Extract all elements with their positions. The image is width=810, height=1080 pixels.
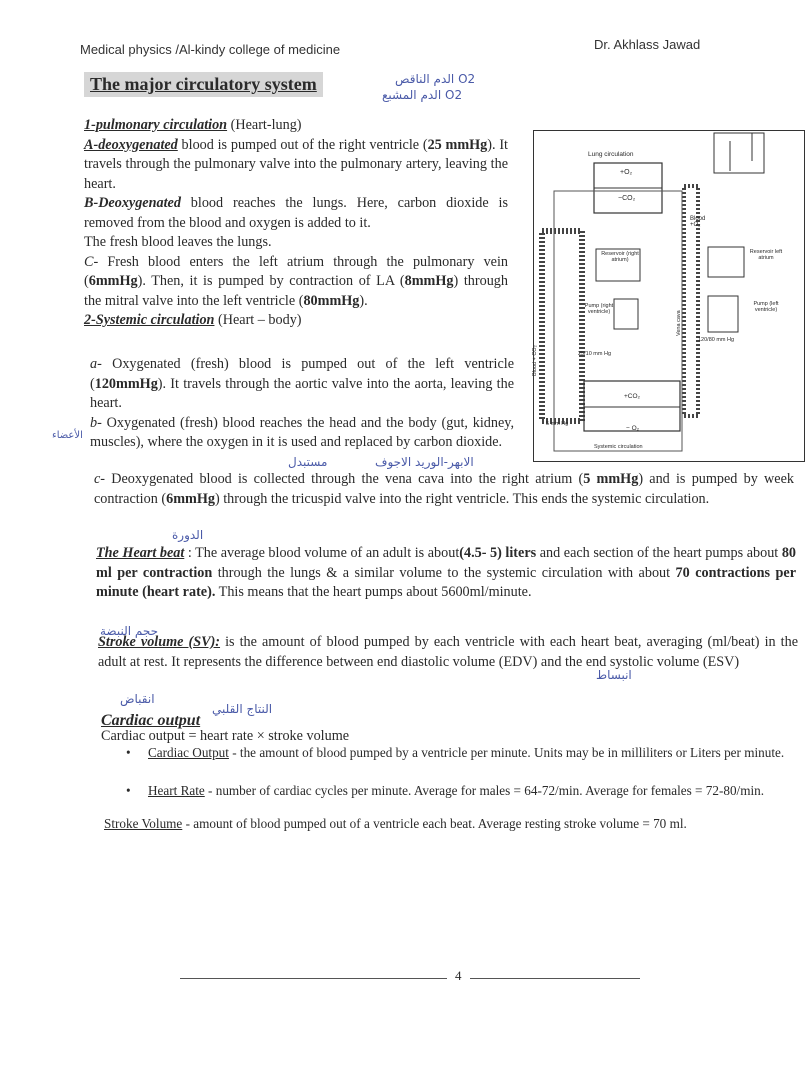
footer-divider bbox=[180, 978, 640, 979]
text: : The average blood volume of an adult is about bbox=[184, 545, 460, 561]
text: - the amount of blood pumped by a ventricle per minute. Units may be in milliliters or Liters per minute. bbox=[228, 745, 785, 760]
systemic-label: Systemic circulation bbox=[594, 444, 643, 450]
emphasis: 70 contractions per minute (heart rate). bbox=[96, 564, 796, 600]
pressure-value: 120mmHg bbox=[94, 375, 158, 392]
circulation-diagram bbox=[533, 130, 805, 462]
fresh-blood-line: The fresh blood leaves the lungs. bbox=[84, 234, 272, 250]
page-number: 4 bbox=[447, 968, 470, 984]
handwritten-note: مستبدل bbox=[288, 455, 328, 469]
text: blood reaches the lungs. Here, carbon dioxide is removed from the blood and oxygen is added to it. bbox=[84, 195, 508, 231]
vena-cava-label: Vena cava bbox=[676, 310, 682, 336]
blood-o2-label: Blood +O₂ bbox=[690, 216, 706, 228]
handwritten-note: الأعضاء bbox=[52, 430, 83, 441]
reservoir-right-label: Reservoir (right atrium) bbox=[601, 251, 639, 263]
text: and each section of the heart pumps about bbox=[536, 545, 782, 561]
text: - number of cardiac cycles per minute. Average for males = 64-72/min. Average for females = 72-80/min. bbox=[204, 783, 765, 798]
pulmonary-a-label: A-deoxygenated bbox=[84, 136, 178, 153]
handwritten-note: النتاج القلبي bbox=[212, 702, 273, 716]
pressure-value: 8mmHg bbox=[404, 273, 454, 289]
bullet-icon: • bbox=[126, 745, 131, 760]
systemic-c-paragraph bbox=[94, 470, 794, 509]
minus-co2-label: −CO₂ bbox=[618, 195, 636, 202]
text: is the amount of blood pumped by each ventricle with each heart beat, averaging (ml/beat) in the adult at rest. It represents the difference between end diastolic volume (EDV) and the end systolic volume (ESV) bbox=[98, 634, 798, 670]
systemic-heading-suffix: (Heart – body) bbox=[214, 312, 302, 328]
pressure-value: 25 mmHg bbox=[427, 136, 488, 153]
text: Oxygenated (fresh) blood reaches the head and the body (gut, kidney, muscles), where the oxygen in it is used and replaced by carbon dioxide. bbox=[90, 414, 514, 450]
plus-o2-label: +O₂ bbox=[620, 169, 633, 176]
cardiac-formula: Cardiac output = heart rate × stroke volume bbox=[101, 728, 350, 744]
text: ). It travels through the pulmonary valve into the pulmonary artery, leaving the heart. bbox=[84, 136, 508, 192]
bullet-icon: • bbox=[126, 783, 131, 798]
pressure-120-label: 120/80 mm Hg bbox=[698, 337, 735, 343]
pulmonary-heading: 1-pulmonary circulation bbox=[84, 117, 228, 133]
pulmonary-section bbox=[84, 116, 508, 331]
handwritten-note: انقباض bbox=[120, 692, 155, 706]
pulmonary-heading-suffix: (Heart-lung) bbox=[227, 117, 302, 133]
handwritten-note: الدم الناقص O2 bbox=[395, 72, 476, 86]
term: Cardiac Output bbox=[148, 745, 229, 760]
handwritten-note: حجم النبضة bbox=[100, 624, 159, 638]
pulmonary-c-label: C- bbox=[84, 253, 99, 270]
author-header: Dr. Akhlass Jawad bbox=[594, 37, 701, 52]
text: Deoxygenated blood is collected through the vena cava into the right atrium ( bbox=[105, 471, 584, 487]
stroke-volume-heading: Stroke volume (SV): bbox=[98, 634, 221, 650]
cardiac-output-heading: Cardiac output bbox=[101, 712, 201, 729]
systemic-section bbox=[90, 355, 514, 453]
blood-co2-label: Blood + CO₂ bbox=[532, 345, 538, 376]
term: Heart Rate bbox=[148, 783, 205, 798]
circulation-schematic bbox=[534, 131, 804, 461]
plus-co2-label: +CO₂ bbox=[624, 393, 641, 400]
text: ) through the tricuspid valve into the right ventricle. This ends the systemic circulation. bbox=[214, 490, 710, 507]
text: This means that the heart pumps about 5600ml/minute. bbox=[215, 584, 532, 600]
course-header: Medical physics /Al-kindy college of medicine bbox=[80, 42, 341, 57]
handwritten-note: الابهر-الوريد الاجوف bbox=[375, 455, 474, 469]
text: Fresh blood enters the left atrium through the pulmonary vein ( bbox=[84, 253, 508, 289]
pressure-value: 5 mmHg bbox=[583, 471, 639, 487]
systemic-b-label: b- bbox=[90, 414, 102, 431]
pump-left-label: Pump (left ventricle) bbox=[753, 301, 779, 313]
pulmonary-b-label: B-Deoxygenated bbox=[84, 195, 181, 211]
text: ) through the mitral valve into the left ventricle ( bbox=[84, 273, 508, 309]
pressure-25-label: 25/10 mm Hg bbox=[578, 351, 612, 357]
systemic-c-label: c- bbox=[94, 471, 106, 487]
text: ). It travels through the aortic valve into the aorta, leaving the heart. bbox=[90, 375, 514, 411]
stroke-volume-paragraph bbox=[98, 633, 798, 672]
pressure-5-label: 5 mm Hg bbox=[546, 421, 569, 427]
pressure-value: 80mmHg bbox=[303, 292, 360, 309]
systemic-heading: 2-Systemic circulation bbox=[84, 312, 215, 328]
text: ). bbox=[359, 292, 368, 309]
handwritten-note: انبساط bbox=[596, 668, 632, 682]
stroke-volume-definition bbox=[104, 815, 804, 833]
emphasis: (4.5- 5) liters bbox=[459, 545, 537, 561]
heartbeat-paragraph bbox=[96, 544, 796, 603]
term: Stroke Volume bbox=[104, 816, 183, 831]
text: ) and is pumped by week contraction ( bbox=[94, 471, 794, 507]
text: through the lungs & a similar volume to the systemic circulation with about bbox=[212, 564, 676, 581]
minus-o2-label: − O₂ bbox=[626, 425, 640, 432]
handwritten-note: الدورة bbox=[172, 528, 204, 542]
bullet-cardiac-output bbox=[126, 744, 800, 762]
heartbeat-heading: The Heart beat bbox=[96, 545, 185, 561]
handwritten-note: الدم المشبع O2 bbox=[382, 88, 463, 102]
pressure-value: 6mmHg bbox=[88, 273, 138, 289]
pressure-value: 6mmHg bbox=[166, 490, 215, 507]
reservoir-left-label: Reservoir left atrium bbox=[749, 249, 783, 261]
pump-right-label: Pump (right ventricle) bbox=[584, 303, 614, 315]
lung-label: Lung circulation bbox=[588, 151, 634, 158]
emphasis: 80 ml per contraction bbox=[96, 545, 796, 581]
systemic-a-label: a- bbox=[90, 356, 102, 372]
text: ). Then, it is pumped by contraction of LA ( bbox=[137, 273, 405, 289]
page-title: The major circulatory system bbox=[84, 72, 323, 97]
text: Oxygenated (fresh) blood is pumped out of the left ventricle ( bbox=[90, 356, 514, 392]
text: - amount of blood pumped out of a ventricle each beat. Average resting stroke volume = 70 ml. bbox=[182, 816, 687, 831]
bullet-heart-rate bbox=[126, 782, 800, 800]
text: blood is pumped out of the right ventricle ( bbox=[177, 136, 428, 153]
